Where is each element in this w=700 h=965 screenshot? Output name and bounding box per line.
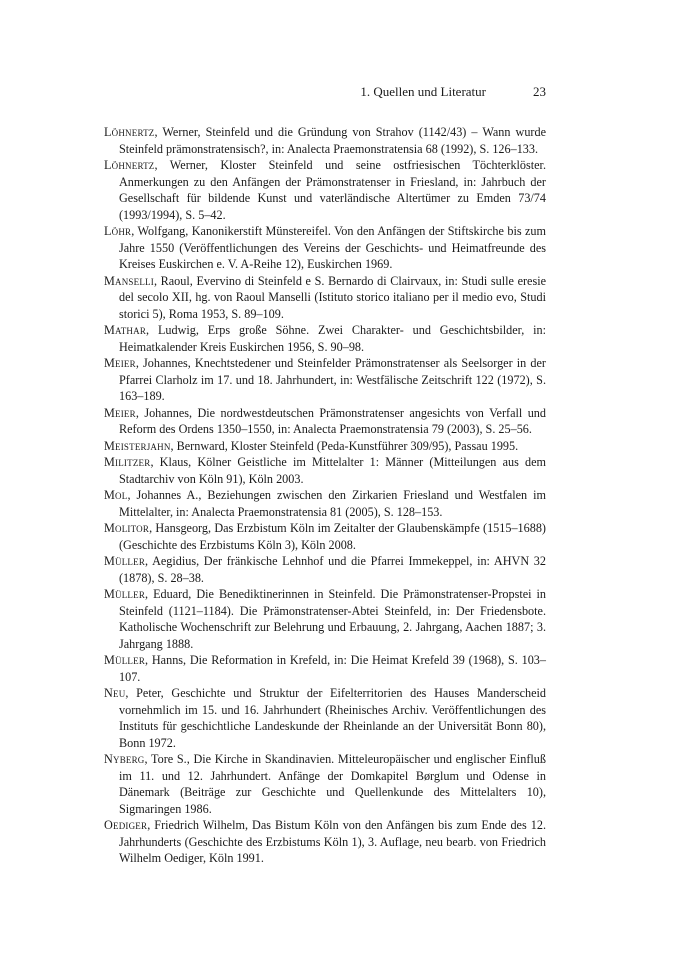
entry-text: , Hansgeorg, Das Erzbistum Köln im Zeitalter der Glaubenskämpfe (1515–1688) (Geschichte des Erzbistums Köln 3), Köln 2008. <box>119 521 546 552</box>
author-surname: Mathar <box>104 323 147 337</box>
entry-text: , Ludwig, Erps große Söhne. Zwei Charakter- und Geschichtsbilder, in: Heimatkalender Kreis Euskirchen 1956, S. 90–98. <box>119 323 546 354</box>
author-surname: Müller <box>104 587 146 601</box>
author-surname: Müller <box>104 554 146 568</box>
entry-text: , Friedrich Wilhelm, Das Bistum Köln von den Anfängen bis zum Ende des 12. Jahrhunderts (Geschichte des Erzbistums Köln 1), 3. Auflage, neu bearb. von Friedrich Wilhelm Oediger, Köln 1991. <box>119 818 546 865</box>
author-surname: Meier <box>104 405 136 420</box>
bibliography-entry <box>104 223 546 273</box>
author-surname: Löhr <box>104 224 132 238</box>
entry-text: , Bernward, Kloster Steinfeld (Peda-Kunstführer 309/95), Passau 1995. <box>170 438 519 453</box>
author-surname: Müller <box>104 653 146 667</box>
entry-text: , Tore S., Die Kirche in Skandinavien. Mitteleuropäischer und englischer Einfluß im 11. und 12. Jahrhundert. Anfänge der Domkapitel Børglum und Odense in Dänemark (Beiträge zur Geschichte und Quellenkunde des Mittelalters 10), Sigmaringen 1986. <box>119 752 546 816</box>
author-surname: Nyberg <box>104 752 145 766</box>
bibliography-entry <box>104 652 546 685</box>
bibliography-entry <box>104 454 546 487</box>
author-surname: Meisterjahn <box>104 438 171 453</box>
entry-text: , Peter, Geschichte und Struktur der Eifelterritorien des Hauses Manderscheid vornehmlich im 15. und 16. Jahrhundert (Rheinisches Archiv. Veröffentlichungen des Instituts für geschichtliche Landeskunde der Rheinlande an der Universität Bonn 80), Bonn 1972. <box>119 686 546 750</box>
author-surname: Oediger <box>104 818 148 832</box>
entry-text: , Raoul, Evervino di Steinfeld e S. Bernardo di Clairvaux, in: Studi sulle eresie del secolo XII, hg. von Raoul Manselli (Istituto storico italiano per il medio evo, Studi storici 5), Roma 1953, S. 89–109. <box>119 273 546 321</box>
bibliography-entry <box>104 817 546 867</box>
entry-text: , Wolfgang, Kanonikerstift Münstereifel. Von den Anfängen der Stiftskirche bis zum Jahre 1550 (Veröffentlichungen des Vereins der Geschichts- und Heimatfreunde des Kreises Euskirchen e. V. A-Reihe 12), Euskirchen 1969. <box>119 224 546 271</box>
bibliography-entry <box>104 520 546 553</box>
entry-text: , Werner, Steinfeld und die Gründung von Strahov (1142/43) – Wann wurde Steinfeld prämonstratensisch?, in: Analecta Praemonstratensia 68 (1992), S. 126–133. <box>119 125 546 156</box>
bibliography-entry <box>104 273 546 323</box>
author-surname: Mol <box>104 488 128 502</box>
running-head <box>104 84 546 106</box>
entry-text: , Johannes, Knechtstedener und Steinfelder Prämonstratenser als Seelsorger in der Pfarrei Clarholz im 17. und 18. Jahrhundert, in: Westfälische Zeitschrift 122 (1972), S. 163–189. <box>119 356 546 403</box>
entry-text: , Johannes, Die nordwestdeutschen Prämonstratenser angesichts von Verfall und Reform des Ordens 1350–1550, in: Analecta Praemonstratensia 79 (2003), S. 25–56. <box>119 405 546 436</box>
bibliography-entry <box>104 751 546 817</box>
entry-text: , Aegidius, Der fränkische Lehnhof und die Pfarrei Immekeppel, in: AHVN 32 (1878), S. 28–38. <box>119 554 546 585</box>
bibliography-entry <box>104 355 546 405</box>
author-surname: Meier <box>104 356 136 370</box>
entry-text: , Hanns, Die Reformation in Krefeld, in: Die Heimat Krefeld 39 (1968), S. 103–107. <box>119 653 546 684</box>
bibliography-entry <box>104 586 546 652</box>
bibliography-entry <box>104 553 546 586</box>
bibliography-entry <box>104 438 546 455</box>
author-surname: Löhnertz <box>104 158 155 172</box>
entry-text: , Klaus, Kölner Geistliche im Mittelalter 1: Männer (Mitteilungen aus dem Stadtarchiv von Köln 91), Köln 2003. <box>119 455 546 486</box>
entry-text: , Eduard, Die Benediktinerinnen in Steinfeld. Die Prämonstratenser-Propstei in Steinfeld (1121–1184). Die Prämonstratenser-Abtei Steinfeld, in: Der Friedensbote. Katholische Wochenschrift zur Belehrung und Erbauung, 2. Jahrgang, Aachen 1887; 3. Jahrgang 1888. <box>119 587 546 651</box>
running-head-title: 1. Quellen und Literatur <box>360 84 486 99</box>
book-page <box>104 84 546 867</box>
page-number: 23 <box>533 84 546 99</box>
entry-text: , Werner, Kloster Steinfeld und seine ostfriesischen Töchterklöster. Anmerkungen zu den Anfängen der Prämonstratenser in Friesland, in: Jahrbuch der Gesellschaft für bildende Kunst und vaterländische Altertümer zu Emden 73/74 (1993/1994), S. 5–42. <box>119 158 546 222</box>
entry-text: , Johannes A., Beziehungen zwischen den Zirkarien Friesland und Westfalen im Mittelalter, in: Analecta Praemonstratensia 81 (2005), S. 128–153. <box>119 488 546 519</box>
bibliography-entry <box>104 405 546 438</box>
bibliography-entry <box>104 685 546 751</box>
author-surname: Neu <box>104 686 126 700</box>
bibliography-entry <box>104 157 546 223</box>
author-surname: Militzer <box>104 455 151 469</box>
author-surname: Molitor <box>104 521 150 535</box>
author-surname: Manselli <box>104 273 154 288</box>
author-surname: Löhnertz <box>104 125 155 139</box>
bibliography-entry <box>104 124 546 157</box>
bibliography-entry <box>104 322 546 355</box>
bibliography-list <box>104 124 546 867</box>
bibliography-entry <box>104 487 546 520</box>
